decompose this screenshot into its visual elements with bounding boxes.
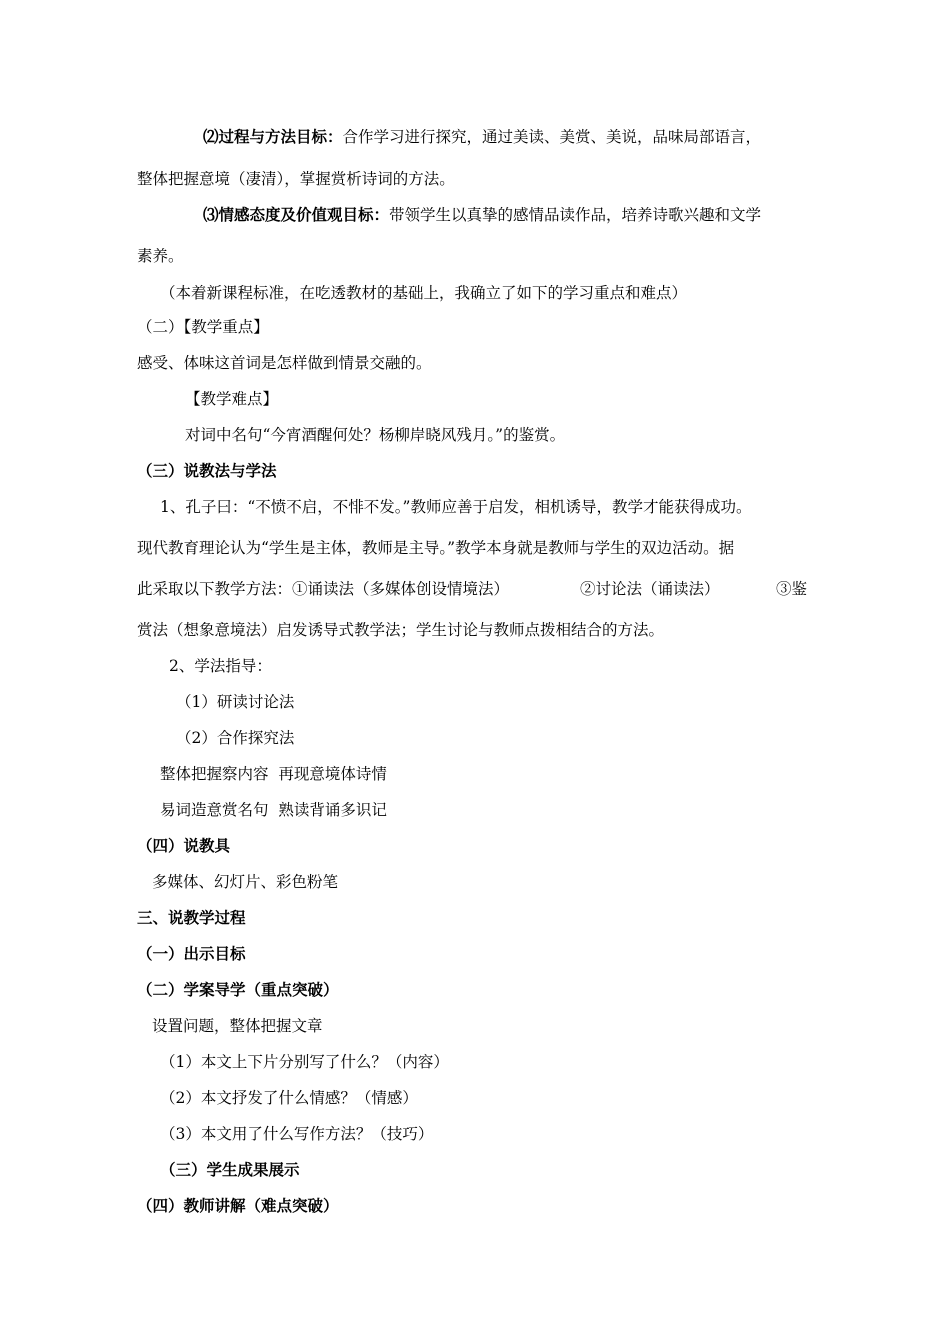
process-step-3: （三）学生成果展示	[160, 1160, 300, 1179]
key-point-text: 感受、体味这首词是怎样做到情景交融的。	[137, 354, 432, 372]
tools-text: 多媒体、幻灯片、彩色粉笔	[152, 873, 339, 891]
study-method-item-2: （2）合作探究法	[176, 729, 295, 747]
method-recitation: 此采取以下教学方法：①诵读法（多媒体创设情境法）	[137, 580, 510, 598]
study-summary-line-2: 易词造意赏名句 熟读背诵多识记	[160, 801, 387, 819]
method-discussion: ②讨论法（诵读法）	[580, 580, 720, 598]
emotion-goal-line	[203, 205, 761, 225]
methods-heading: （三）说教法与学法	[137, 461, 277, 480]
methods-paragraph-line-1: 1、孔子曰：“不愤不启，不悱不发。”教师应善于启发，相机诱导，教学才能获得成功。	[160, 498, 752, 516]
emotion-goal-text: 带领学生以真挚的感情品读作品，培养诗歌兴趣和文学	[389, 206, 762, 224]
difficulty-text: 对词中名句“今宵酒醒何处？杨柳岸晓风残月。”的鉴赏。	[185, 426, 566, 444]
process-step-4: （四）教师讲解（难点突破）	[137, 1196, 339, 1215]
tools-heading: （四）说教具	[137, 836, 231, 855]
methods-paragraph-line-2: 现代教育理论认为“学生是主体，教师是主导。”教学本身就是教师与学生的双边活动。据	[137, 539, 735, 557]
process-goal-label: ⑵过程与方法目标：	[203, 127, 343, 146]
process-goal-continuation: 整体把握意境（凄清），掌握赏析诗词的方法。	[137, 170, 455, 188]
process-step-2: （二）学案导学（重点突破）	[137, 980, 339, 999]
process-step-2-intro: 设置问题，整体把握文章	[152, 1017, 323, 1035]
process-goal-text: 合作学习进行探究，通过美读、美赏、美说，品味局部语言，	[342, 128, 762, 146]
question-2: （2）本文抒发了什么情感？（情感）	[160, 1089, 418, 1107]
question-1: （1）本文上下片分别写了什么？（内容）	[160, 1053, 449, 1071]
process-step-1: （一）出示目标	[137, 944, 246, 963]
emotion-goal-continuation: 素养。	[137, 247, 184, 265]
emotion-goal-label: ⑶情感态度及价值观目标：	[203, 205, 390, 224]
methods-paragraph-line-3	[137, 579, 509, 599]
study-method-item-1: （1）研读讨论法	[176, 693, 295, 711]
process-goal-line	[203, 127, 761, 147]
difficulty-heading: 【教学难点】	[185, 390, 279, 408]
question-3: （3）本文用了什么写作方法？（技巧）	[160, 1125, 434, 1143]
key-point-heading: （二）【教学重点】	[137, 318, 269, 336]
study-method-heading: 2、学法指导：	[169, 657, 272, 675]
method-appreciation-start: ③鉴	[776, 580, 808, 598]
methods-paragraph-line-4: 赏法（想象意境法）启发诱导式教学法；学生讨论与教师点拨相结合的方法。	[137, 621, 665, 639]
process-heading: 三、说教学过程	[137, 908, 246, 927]
goals-note: （本着新课程标准，在吃透教材的基础上，我确立了如下的学习重点和难点）	[160, 284, 688, 302]
study-summary-line-1: 整体把握察内容 再现意境体诗情	[160, 765, 387, 783]
